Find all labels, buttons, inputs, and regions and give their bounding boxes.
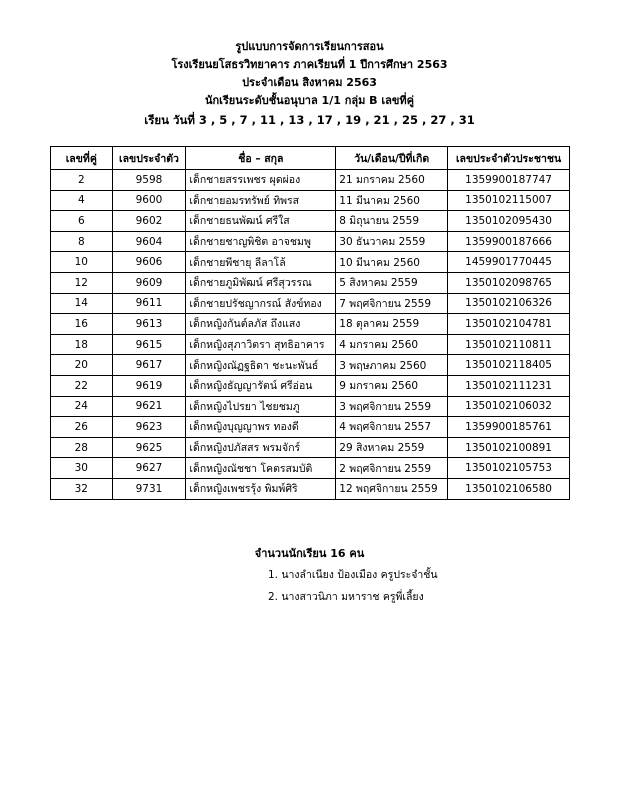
student-name-cell: เด็กชายปรัชญากรณ์ สังข์ทอง: [186, 293, 336, 314]
seat-no-cell: 28: [51, 437, 113, 458]
document-title: รูปแบบการจัดการเรียนการสอน: [235, 40, 384, 53]
seat-no-cell: 10: [51, 252, 113, 273]
birth-date-cell: 11 มีนาคม 2560: [336, 190, 448, 211]
birth-date-cell: 8 มิถุนายน 2559: [336, 211, 448, 232]
table-row: [51, 417, 570, 438]
table-row: [51, 314, 570, 335]
seat-no-cell: 12: [51, 272, 113, 293]
birth-date-cell: 29 สิงหาคม 2559: [336, 437, 448, 458]
table-row: [51, 252, 570, 273]
seat-no-cell: 18: [51, 334, 113, 355]
table-row: [51, 293, 570, 314]
column-header-name: ชื่อ – สกุล: [186, 147, 336, 170]
table-row: [51, 190, 570, 211]
national-id-cell: 1359900187747: [448, 170, 570, 191]
birth-date-cell: 3 พฤศจิกายน 2559: [336, 396, 448, 417]
birth-date-cell: 10 มีนาคม 2560: [336, 252, 448, 273]
student-roster-table: [50, 146, 570, 500]
student-id-cell: 9604: [112, 231, 186, 252]
table-row: [51, 211, 570, 232]
student-name-cell: เด็กหญิงณัชชา โคตรสมบัติ: [186, 458, 336, 479]
birth-date-cell: 9 มกราคม 2560: [336, 375, 448, 396]
seat-no-cell: 16: [51, 314, 113, 335]
birth-date-cell: 30 ธันวาคม 2559: [336, 231, 448, 252]
national-id-cell: 1350102118405: [448, 355, 570, 376]
seat-no-cell: 22: [51, 375, 113, 396]
national-id-cell: 1350102111231: [448, 375, 570, 396]
national-id-cell: 1350102098765: [448, 272, 570, 293]
student-name-cell: เด็กหญิงธัญญารัตน์ ศรีอ่อน: [186, 375, 336, 396]
student-name-cell: เด็กหญิงปภัสสร พรมจักร์: [186, 437, 336, 458]
birth-date-cell: 5 สิงหาคม 2559: [336, 272, 448, 293]
student-id-cell: 9623: [112, 417, 186, 438]
national-id-cell: 1359900185761: [448, 417, 570, 438]
birth-date-cell: 2 พฤศจิกายน 2559: [336, 458, 448, 479]
seat-no-cell: 26: [51, 417, 113, 438]
birth-date-cell: 4 พฤศจิกายน 2557: [336, 417, 448, 438]
national-id-cell: 1350102106326: [448, 293, 570, 314]
student-name-cell: เด็กหญิงกันต์ลภัส ถึงแสง: [186, 314, 336, 335]
seat-no-cell: 2: [51, 170, 113, 191]
seat-no-cell: 4: [51, 190, 113, 211]
national-id-cell: 1350102100891: [448, 437, 570, 458]
national-id-cell: 1350102115007: [448, 190, 570, 211]
birth-date-cell: 18 ตุลาคม 2559: [336, 314, 448, 335]
column-header-seat-no: เลขที่คู่: [51, 147, 113, 170]
student-id-cell: 9606: [112, 252, 186, 273]
study-dates-line: เรียน วันที่ 3 , 5 , 7 , 11 , 13 , 17 , 19 , 21 , 25 , 27 , 31: [144, 113, 475, 127]
student-id-cell: 9627: [112, 458, 186, 479]
table-row: [51, 458, 570, 479]
seat-no-cell: 8: [51, 231, 113, 252]
birth-date-cell: 3 พฤษภาคม 2560: [336, 355, 448, 376]
student-id-cell: 9602: [112, 211, 186, 232]
student-id-cell: 9621: [112, 396, 186, 417]
student-name-cell: เด็กหญิงเพชรรุ้ง พิมพ์ศิริ: [186, 478, 336, 499]
national-id-cell: 1350102106580: [448, 478, 570, 499]
seat-no-cell: 20: [51, 355, 113, 376]
birth-date-cell: 21 มกราคม 2560: [336, 170, 448, 191]
assistant-teacher: 2. นางสาวนิภา มหาราช ครูพี่เลี้ยง: [268, 591, 424, 603]
student-id-cell: 9619: [112, 375, 186, 396]
table-row: [51, 437, 570, 458]
student-id-cell: 9617: [112, 355, 186, 376]
student-id-cell: 9598: [112, 170, 186, 191]
birth-date-cell: 4 มกราคม 2560: [336, 334, 448, 355]
homeroom-teacher: 1. นางลำเนียง ป้องเมือง ครูประจำชั้น: [268, 569, 438, 581]
seat-no-cell: 30: [51, 458, 113, 479]
column-header-national-id: เลขประจำตัวประชาชน: [448, 147, 570, 170]
national-id-cell: 1350102104781: [448, 314, 570, 335]
table-row: [51, 231, 570, 252]
seat-no-cell: 32: [51, 478, 113, 499]
student-name-cell: เด็กชายภูมิพัฒน์ ศรีสุวรรณ: [186, 272, 336, 293]
student-name-cell: เด็กชายพีชายุ ลีลาโล้: [186, 252, 336, 273]
student-name-cell: เด็กหญิงไปรยา ไชยชมภู: [186, 396, 336, 417]
student-name-cell: เด็กหญิงณัฏฐธิดา ชะนะพันธ์: [186, 355, 336, 376]
seat-no-cell: 6: [51, 211, 113, 232]
student-id-cell: 9613: [112, 314, 186, 335]
table-row: [51, 334, 570, 355]
student-name-cell: เด็กหญิงสุภาวิตรา สุทธิอาคาร: [186, 334, 336, 355]
table-header-row: [51, 147, 570, 170]
national-id-cell: 1359900187666: [448, 231, 570, 252]
school-term-line: โรงเรียนยโสธรวิทยาคาร ภาคเรียนที่ 1 ปีการศึกษา 2563: [171, 58, 448, 71]
student-id-cell: 9625: [112, 437, 186, 458]
student-id-cell: 9731: [112, 478, 186, 499]
student-total: จำนวนนักเรียน 16 คน: [254, 547, 365, 560]
student-name-cell: เด็กชายธนพัฒน์ ศรีใส: [186, 211, 336, 232]
seat-no-cell: 24: [51, 396, 113, 417]
national-id-cell: 1350102106032: [448, 396, 570, 417]
national-id-cell: 1350102105753: [448, 458, 570, 479]
seat-no-cell: 14: [51, 293, 113, 314]
birth-date-cell: 7 พฤศจิกายน 2559: [336, 293, 448, 314]
national-id-cell: 1350102095430: [448, 211, 570, 232]
student-name-cell: เด็กชายสรรเพชร ผุดผ่อง: [186, 170, 336, 191]
national-id-cell: 1350102110811: [448, 334, 570, 355]
birth-date-cell: 12 พฤศจิกายน 2559: [336, 478, 448, 499]
class-group-line: นักเรียนระดับชั้นอนุบาล 1/1 กลุ่ม B เลขที่คู่: [204, 94, 415, 107]
table-body: [51, 170, 570, 500]
table-row: [51, 355, 570, 376]
table-row: [51, 375, 570, 396]
table-row: [51, 272, 570, 293]
student-id-cell: 9615: [112, 334, 186, 355]
student-name-cell: เด็กชายชาญพิชิต อาจชมพู: [186, 231, 336, 252]
student-id-cell: 9609: [112, 272, 186, 293]
national-id-cell: 1459901770445: [448, 252, 570, 273]
column-header-birth-date: วัน/เดือน/ปีที่เกิด: [336, 147, 448, 170]
column-header-student-id: เลขประจำตัว: [112, 147, 186, 170]
student-id-cell: 9600: [112, 190, 186, 211]
month-line: ประจำเดือน สิงหาคม 2563: [242, 76, 377, 89]
table-row: [51, 396, 570, 417]
student-name-cell: เด็กหญิงบุญญาพร ทองดี: [186, 417, 336, 438]
table-row: [51, 478, 570, 499]
student-name-cell: เด็กชายอมรทรัพย์ ทิพรส: [186, 190, 336, 211]
table-row: [51, 170, 570, 191]
student-id-cell: 9611: [112, 293, 186, 314]
